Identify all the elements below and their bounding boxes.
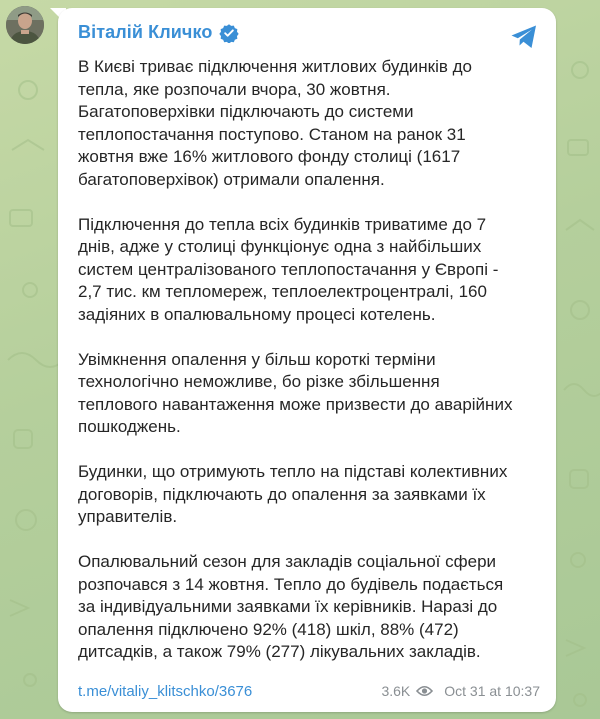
- channel-avatar[interactable]: [6, 6, 44, 44]
- post-paragraph-5: Опалювальний сезон для закладів соціальної сфери розпочався з 14 жовтня. Тепло до будівель подається за індивідуальними заявками їх керівників. Наразі до опалення підключено 92% (418) шкіл, 88% (472) дитсадків, а також 79% (277) лікувальних закладів.: [78, 552, 504, 661]
- post-header: [78, 22, 239, 43]
- post-paragraph-4: Будинки, що отримують тепло на підставі колективних договорів, підключають до опалення за заявками їх управителів.: [78, 462, 508, 526]
- eye-icon: [416, 685, 433, 697]
- post-footer: [78, 680, 540, 702]
- telegram-share-icon[interactable]: [510, 24, 538, 50]
- post-paragraph-2: Підключення до тепла всіх будинків триватиме до 7 днів, адже у столиці функціонує одна з найбільших систем централізованого теплопостачання у Європі - 2,7 тис. км тепломереж, теплоелектроцентралі, 160 задіяних в опалювальному процесі котелень.: [78, 214, 499, 324]
- post-paragraph-3: Увімкнення опалення у більш короткі терміни технологічно неможливе, бо різке збільшення теплового навантаження може призвести до аварійних пошкоджень.: [78, 349, 513, 436]
- channel-post: [58, 8, 556, 712]
- post-meta: [381, 683, 540, 699]
- post-link[interactable]: t.me/vitaliy_klitschko/3676: [78, 682, 253, 700]
- post-paragraph-1: В Києві триває підключення житлових будинків до тепла, яке розпочали вчора, 30 жовтня. Багатоповерхівки підключають до системи теплопостачання поступово. Станом на ранок 31 жовтня вже 16% житлового фонду столиці (1617 багатоповерхівок) отримали опалення.: [78, 57, 472, 189]
- post-text: [78, 56, 546, 664]
- post-date: Oct 31 at 10:37: [444, 683, 540, 699]
- channel-name[interactable]: Віталій Кличко: [78, 22, 213, 42]
- verified-badge-icon: [219, 23, 239, 43]
- view-count: 3.6K: [381, 683, 411, 699]
- avatar-photo-icon: [6, 6, 44, 44]
